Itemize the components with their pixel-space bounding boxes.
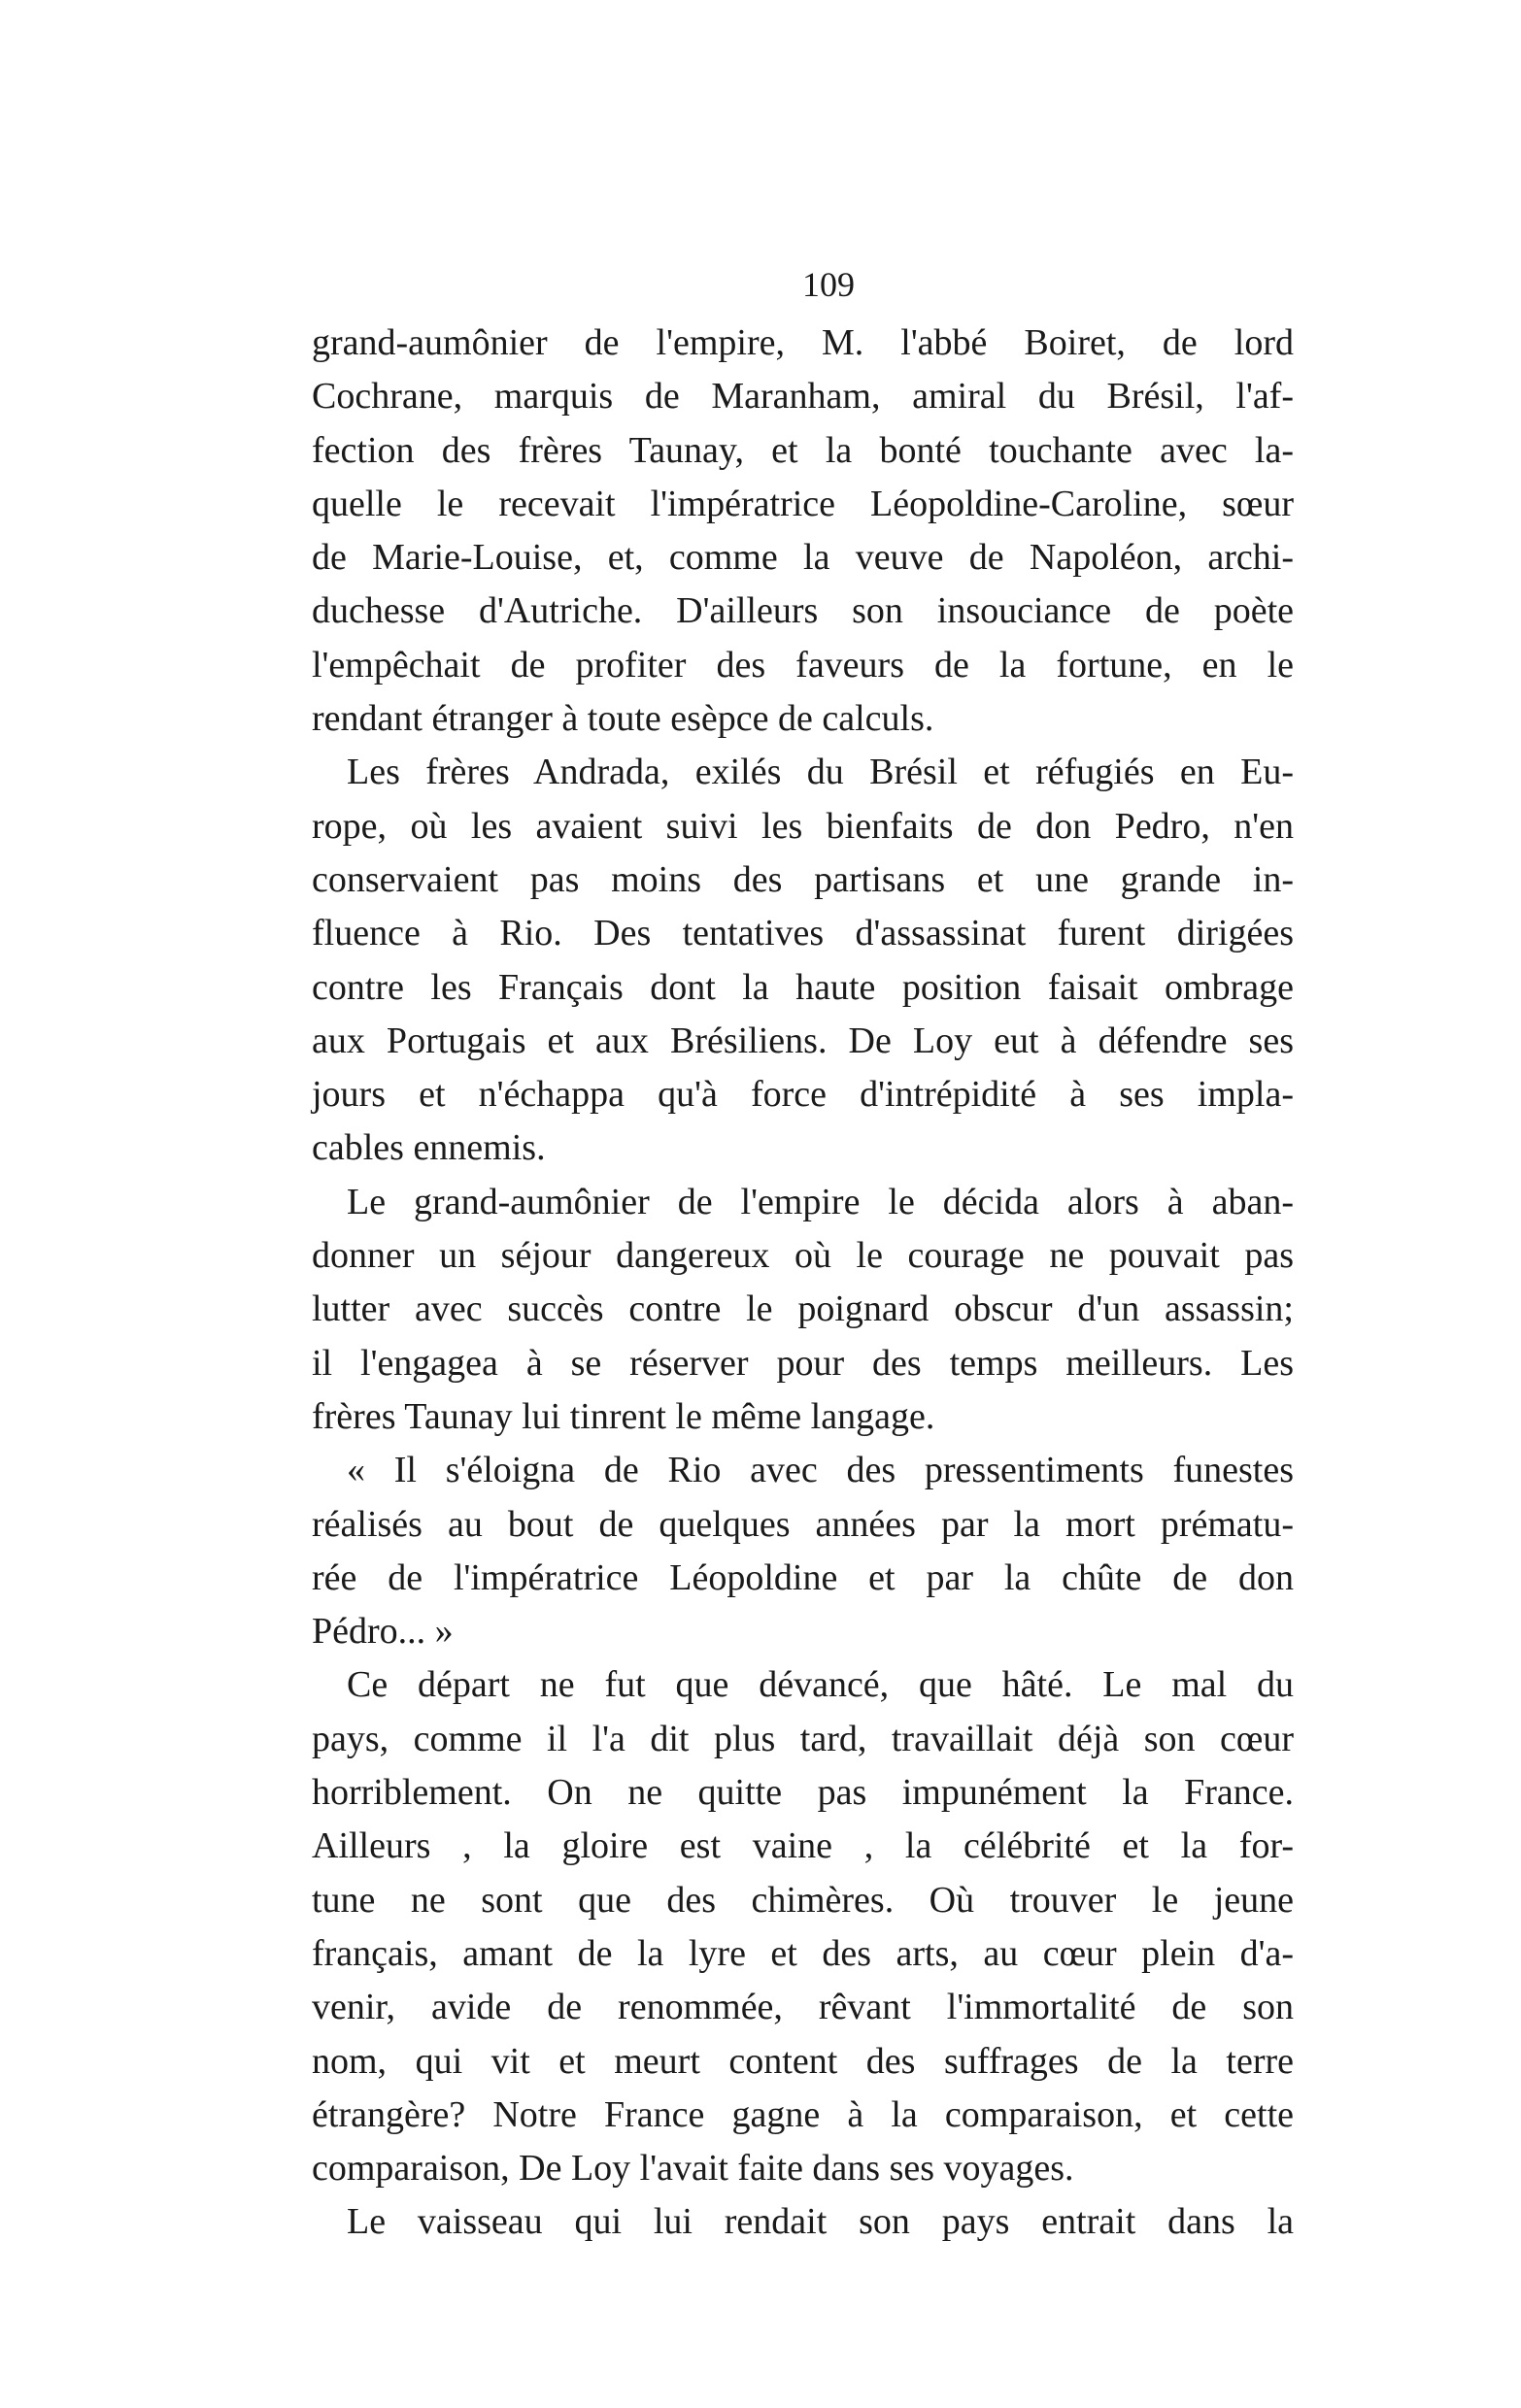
text-line: Pédro... » [312, 1611, 454, 1653]
text-line: aux Portugais et aux Brésiliens. De Loy eut à défendre ses [312, 1020, 1294, 1061]
text-line: de Marie-Louise, et, comme la veuve de Napoléon, archi- [312, 537, 1294, 579]
text-line: Ce départ ne fut que dévancé, que hâté. Le mal du [347, 1664, 1294, 1706]
text-line: comparaison, De Loy l'avait faite dans ses voyages. [312, 2148, 1074, 2190]
text-line: conservaient pas moins des partisans et une grande in- [312, 858, 1294, 900]
text-line: fection des frères Taunay, et la bonté touchante avec la- [312, 429, 1294, 471]
text-line: Les frères Andrada, exilés du Brésil et réfugiés en Eu- [347, 752, 1294, 793]
text-line: donner un séjour dangereux où le courage ne pouvait pas [312, 1235, 1294, 1277]
text-line: pays, comme il l'a dit plus tard, travaillait déjà son cœur [312, 1718, 1294, 1759]
text-line: horriblement. On ne quitte pas impunément la France. [312, 1772, 1294, 1814]
body-text [312, 317, 1294, 2250]
text-line: réalisés au bout de quelques années par la mort prématu- [312, 1503, 1294, 1545]
text-line: tune ne sont que des chimères. Où trouver le jeune [312, 1879, 1294, 1921]
text-line: frères Taunay lui tinrent le même langage. [312, 1395, 935, 1437]
text-line: duchesse d'Autriche. D'ailleurs son insouciance de poète [312, 590, 1294, 632]
text-line: rendant étranger à toute esèpce de calculs. [312, 698, 934, 740]
text-line: l'empêchait de profiter des faveurs de la fortune, en le [312, 644, 1294, 686]
text-line: contre les Français dont la haute position faisait ombrage [312, 966, 1294, 1008]
text-line: « Il s'éloigna de Rio avec des pressentiments funestes [347, 1450, 1294, 1491]
text-line: Ailleurs , la gloire est vaine , la célébrité et la for- [312, 1825, 1294, 1867]
text-line: jours et n'échappa qu'à force d'intrépidité à ses impla- [312, 1074, 1294, 1116]
text-line: nom, qui vit et meurt content des suffrages de la terre [312, 2040, 1294, 2082]
text-line: Le vaisseau qui lui rendait son pays entrait dans la [347, 2201, 1294, 2243]
text-line: lutter avec succès contre le poignard obscur d'un assassin; [312, 1288, 1294, 1330]
text-line: grand-aumônier de l'empire, M. l'abbé Boiret, de lord [312, 322, 1294, 363]
text-line: rope, où les avaient suivi les bienfaits de don Pedro, n'en [312, 805, 1294, 847]
text-line: il l'engagea à se réserver pour des temps meilleurs. Les [312, 1342, 1294, 1384]
text-line: français, amant de la lyre et des arts, au cœur plein d'a- [312, 1932, 1294, 1974]
page-number: 109 [802, 265, 855, 304]
text-line: Cochrane, marquis de Maranham, amiral du Brésil, l'af- [312, 376, 1294, 418]
text-line: Le grand-aumônier de l'empire le décida alors à aban- [347, 1181, 1294, 1222]
text-line: cables ennemis. [312, 1127, 546, 1169]
text-line: quelle le recevait l'impératrice Léopoldine-Caroline, sœur [312, 483, 1294, 524]
text-line: fluence à Rio. Des tentatives d'assassinat furent dirigées [312, 913, 1294, 954]
text-line: étrangère? Notre France gagne à la comparaison, et cette [312, 2093, 1294, 2135]
text-line: venir, avide de renommée, rêvant l'immortalité de son [312, 1987, 1294, 2028]
text-line: rée de l'impératrice Léopoldine et par la chûte de don [312, 1556, 1294, 1598]
